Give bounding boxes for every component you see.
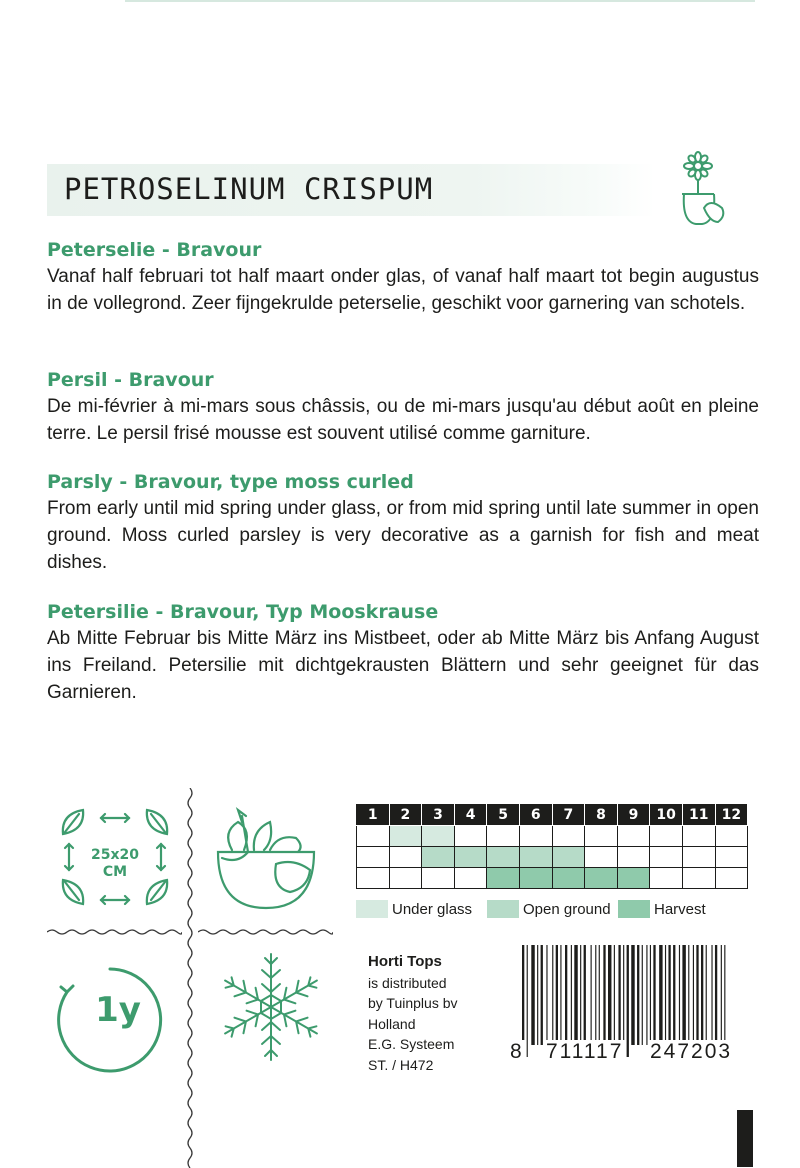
section-title: Peterselie - Bravour [47,239,262,261]
edge-mark [737,1110,753,1167]
barcode-bar [531,945,534,1045]
barcode-bar [642,945,643,1045]
sowing-calendar [356,804,748,889]
barcode-bar [584,945,586,1045]
month-label: 9 [617,805,650,826]
top-edge-line [125,0,755,2]
month-label: 3 [422,805,455,826]
barcode-bar [614,945,615,1045]
legend-swatch [487,900,519,918]
section-title: Parsly - Bravour, type moss curled [47,471,414,493]
vegetable-bowl-icon [208,802,326,914]
wavy-divider-vertical [184,788,196,1168]
barcode-bar [608,945,611,1045]
distributor-line: Holland [368,1015,416,1032]
section-text: From early until mid spring under glass, or from mid spring until late summer in open ground. Moss curled parsley is very decorative as a garnish for fish and meat dishes. [47,498,759,573]
month-label: 7 [552,805,585,826]
barcode-bar [679,945,680,1045]
barcode-bar [711,945,712,1045]
snowflake-icon [212,948,330,1066]
barcode-bar [591,945,592,1045]
barcode-bar [668,945,670,1045]
legend-label: Under glass [392,900,473,918]
section-text: De mi-février à mi-mars sous châssis, ou de mi-mars jusqu'au début août en pleine terre. Le persil frisé mousse est souvent utilisé comme garniture. [47,396,759,444]
barcode-bar [650,945,651,1045]
barcode-bar [696,945,698,1045]
barcode-bar [571,945,572,1045]
cycle-label: 1y [95,990,141,1030]
barcode-bar [623,945,624,1045]
month-label: 6 [519,805,552,826]
barcode-bar [627,945,629,1057]
barcode-bar [537,945,538,1045]
barcode-bar [580,945,581,1045]
barcode-bar [693,945,694,1045]
barcode-bar [673,945,675,1045]
barcode-bar [618,945,620,1045]
barcode-bar [721,945,722,1045]
distributor-line: ST. / H472 [368,1056,434,1073]
latin-name: PETROSELINUM CRISPUM [64,172,434,206]
month-label: 5 [487,805,520,826]
legend-open-ground [487,899,611,919]
distributor-line: by Tuinplus bv [368,995,458,1011]
barcode-bar [688,945,689,1045]
barcode-digits-left: 711117 [546,1040,624,1063]
barcode-bar [682,945,685,1045]
barcode-bar [715,945,717,1045]
barcode-digits-right: 247203 [650,1040,733,1063]
section-dutch [47,237,759,317]
barcode-bar [565,945,567,1045]
barcode-bar [546,945,547,1045]
barcode-digit-first: 8 [510,1040,524,1063]
calendar-months-row [357,805,748,826]
barcode-bar [724,945,725,1045]
distributor-line: is distributed [368,974,447,991]
barcode-bar [665,945,666,1045]
barcode-bar [595,945,596,1045]
section-text: Ab Mitte Februar bis Mitte März ins Mistbeet, oder ab Mitte März bis Anfang August ins Freiland. Petersilie mit dichtgekrausten Blättern und sehr geeignet für das Garnieren. [47,628,759,703]
distributor-info [368,952,458,1075]
barcode-bar [527,945,528,1057]
barcode-bar [552,945,553,1045]
section-german [47,599,759,706]
barcode-bar [560,945,561,1045]
section-french [47,367,759,447]
barcode-bar [556,945,558,1045]
barcode-bar [646,945,647,1045]
legend-label: Harvest [654,900,706,918]
barcode-bar [706,945,707,1045]
brand-name: Horti Tops [368,953,442,970]
barcode-bar [659,945,662,1045]
month-label: 1 [357,805,390,826]
month-label: 4 [454,805,487,826]
calendar-row-harvest [357,868,748,889]
legend-swatch [356,900,388,918]
section-english [47,469,759,576]
calendar-row-under-glass [357,826,748,847]
month-label: 11 [682,805,715,826]
section-title: Persil - Bravour [47,369,214,391]
legend-swatch [618,900,650,918]
barcode-bar [574,945,577,1045]
month-label: 10 [650,805,683,826]
spacing-label: 25x20 CM [91,847,139,880]
legend-under-glass [356,899,472,919]
legend-label: Open ground [523,900,611,918]
month-label: 2 [389,805,422,826]
section-title: Petersilie - Bravour, Typ Mooskrause [47,601,439,623]
section-text: Vanaf half februari tot half maart onder glas, of vanaf half maart tot begin augustus in de vollegrond. Zeer fijngekrulde peterselie, geschikt voor garnering van schotels. [47,266,759,314]
month-label: 8 [585,805,618,826]
barcode-bar [603,945,605,1045]
barcode-bar [637,945,639,1045]
barcode-bar [599,945,600,1045]
wavy-divider-horizontal [198,927,333,937]
barcode-bar [631,945,634,1045]
month-label: 12 [715,805,748,826]
calendar-row-open-ground [357,847,748,868]
barcode-bar [541,945,543,1045]
barcode-bar [653,945,655,1045]
legend-harvest [618,899,706,919]
distributor-line: E.G. Systeem [368,1036,455,1052]
plant-pot-icon [668,150,732,230]
wavy-divider-horizontal [47,927,182,937]
barcode-bar [701,945,703,1045]
